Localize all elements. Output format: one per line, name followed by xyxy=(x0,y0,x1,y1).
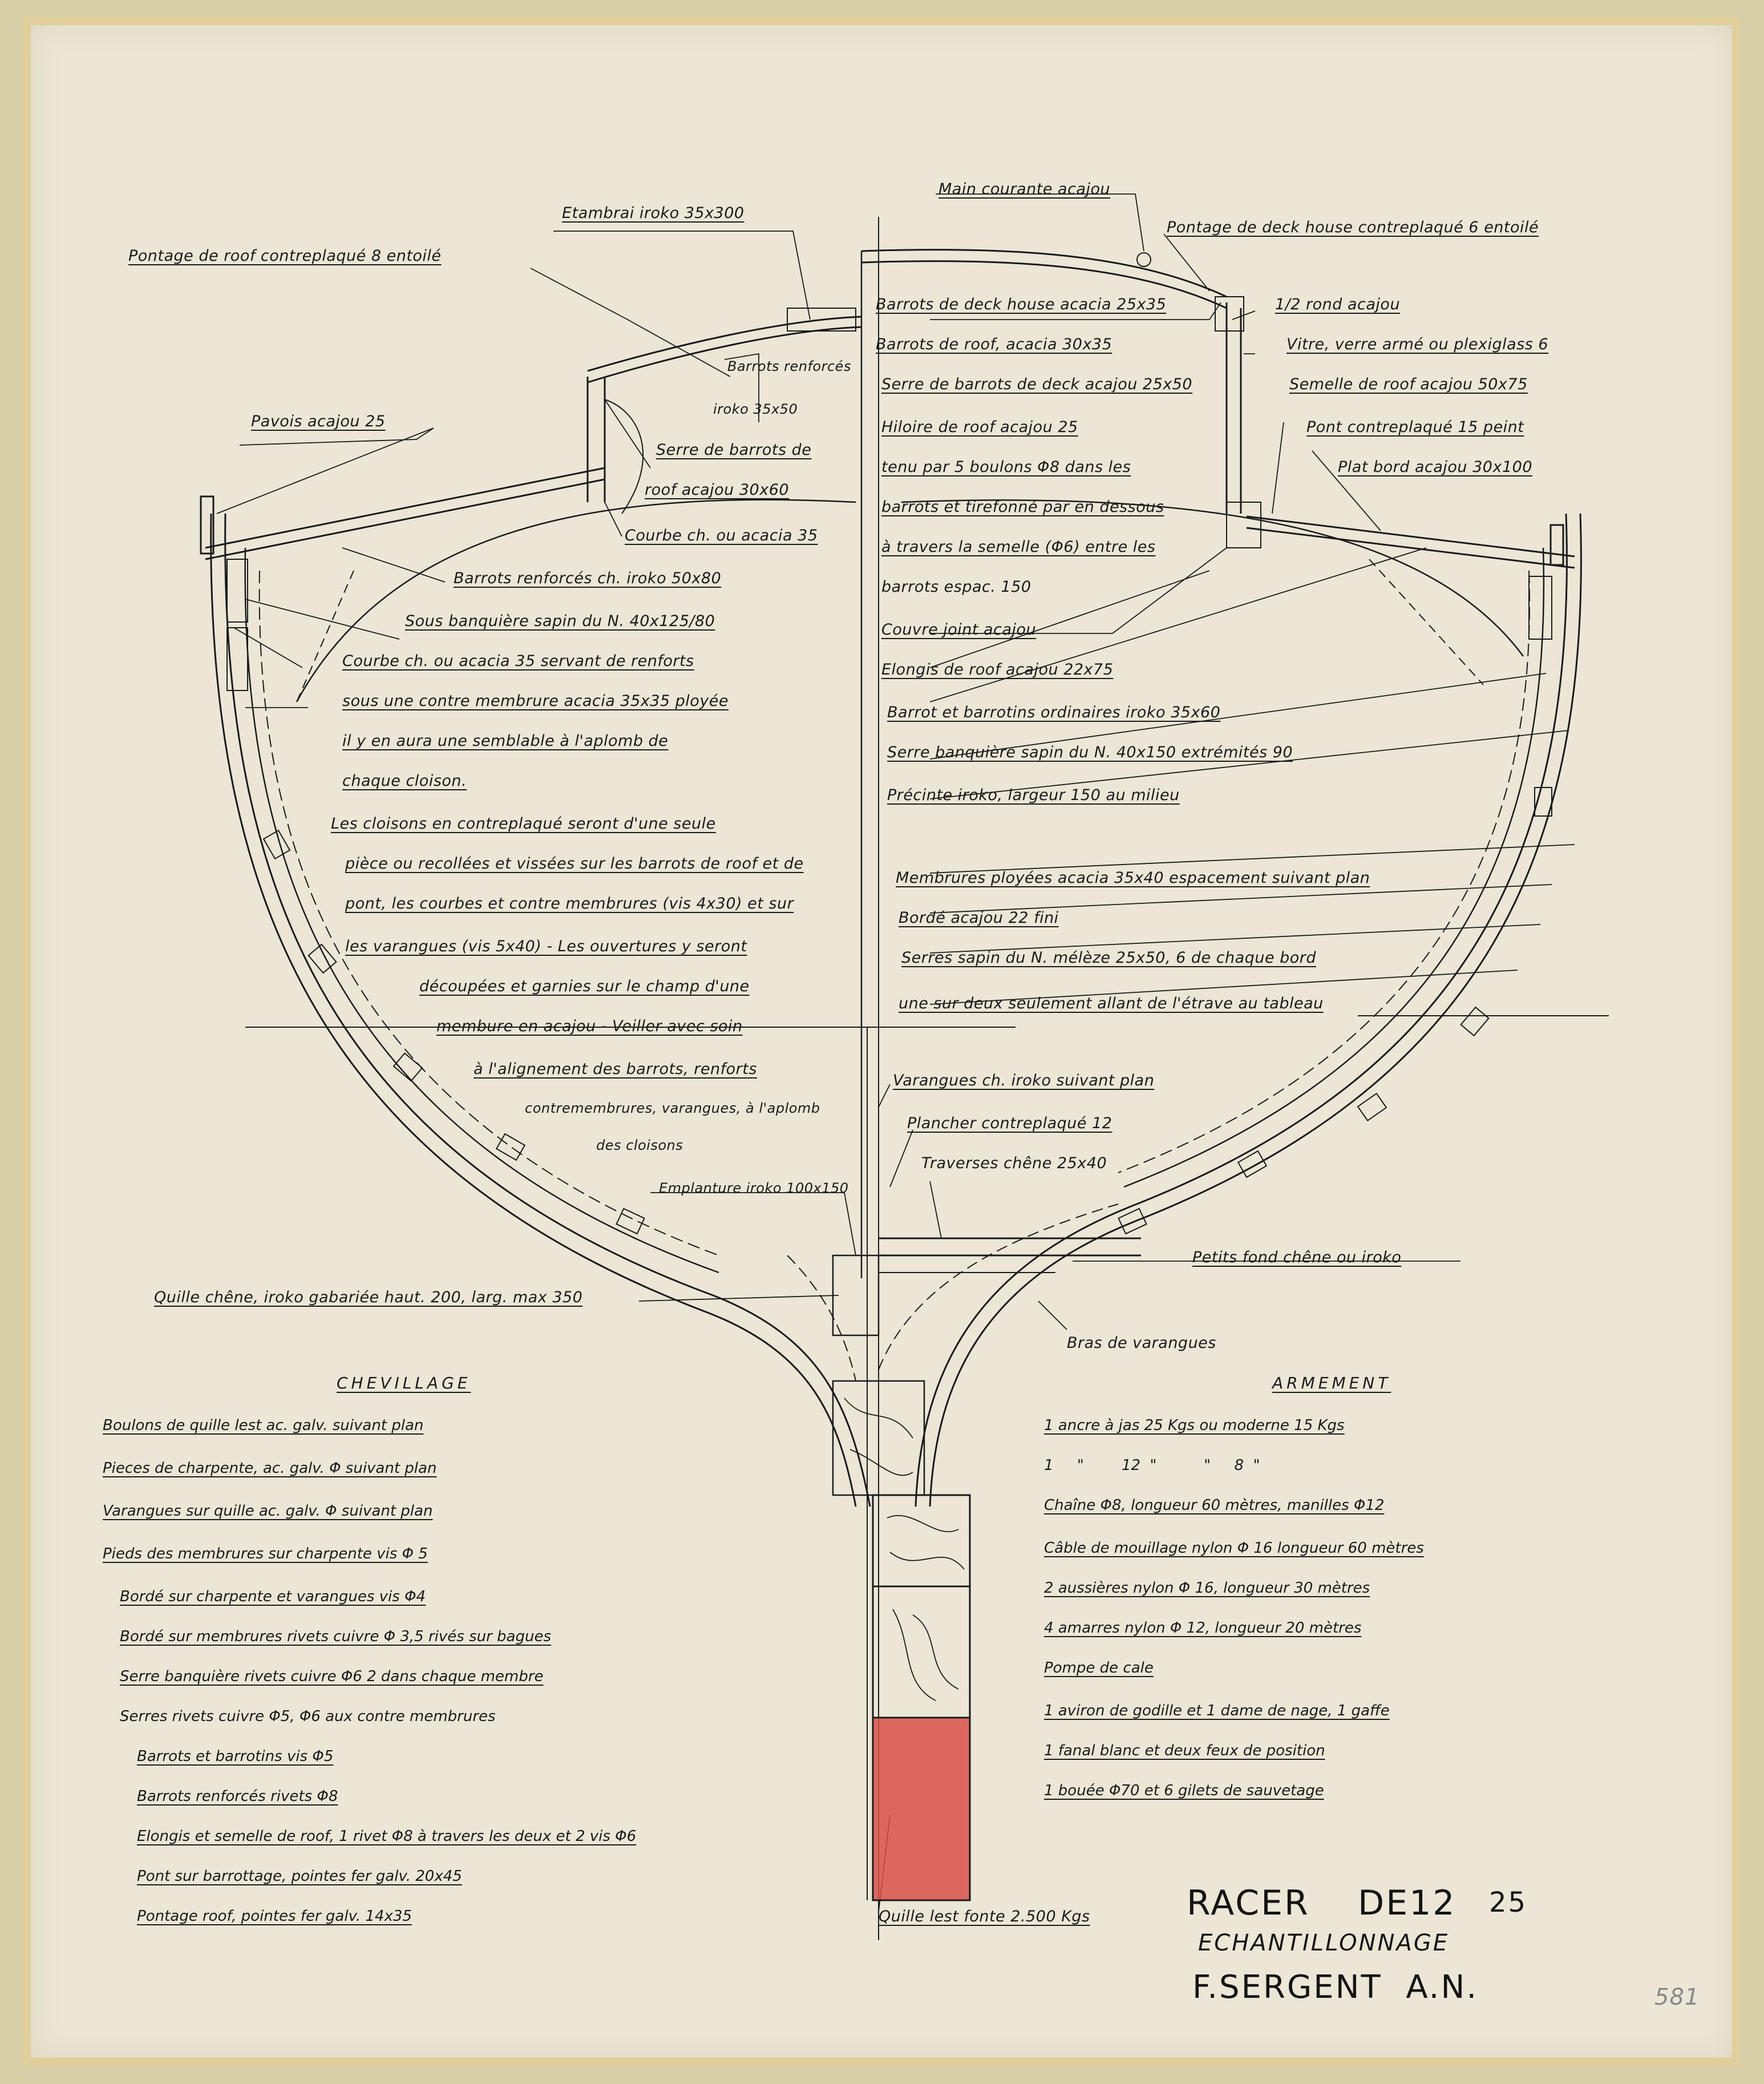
label-contre-membrure: sous une contre membrure acacia 35x35 ployée xyxy=(342,692,729,710)
label-couvre-joint: Couvre joint acajou xyxy=(881,621,1037,639)
chevillage-item: Bordé sur membrures rivets cuivre Φ 3,5 rivés sur bagues xyxy=(120,1628,552,1645)
quille xyxy=(873,1495,970,1586)
ballast-fill xyxy=(873,1718,969,1900)
label-borde: Bordé acajou 22 fini xyxy=(899,909,1059,927)
label-cloisons-9: des cloisons xyxy=(596,1137,683,1153)
label-barrots-renforces: Barrots renforcés xyxy=(727,358,851,374)
label-courbe-renforts: Courbe ch. ou acacia 35 servant de renforts xyxy=(342,652,694,670)
label-elongis: Elongis de roof acajou 22x75 xyxy=(881,661,1114,678)
label-plancher: Plancher contreplaqué 12 xyxy=(907,1114,1112,1132)
armement-heading: ARMEMENT xyxy=(1272,1374,1391,1392)
chevillage-item: Pieces de charpente, ac. galv. Φ suivant plan xyxy=(103,1460,437,1477)
label-serre-barrots-2: roof acajou 30x60 xyxy=(645,481,790,499)
label-pontage-deck-house: Pontage de deck house contreplaqué 6 entoilé xyxy=(1167,219,1539,236)
chevillage-item: Varangues sur quille ac. galv. Φ suivant plan xyxy=(103,1503,433,1520)
label-bras-varangues: Bras de varangues xyxy=(1067,1334,1216,1352)
chevillage-item: Pieds des membrures sur charpente vis Φ 5 xyxy=(103,1545,428,1562)
title-author: F.SERGENT A.N. xyxy=(1192,1969,1479,2006)
label-demi-rond: 1/2 rond acajou xyxy=(1275,296,1401,313)
label-cloisons-1: Les cloisons en contreplaqué seront d'une seule xyxy=(331,815,716,833)
armement-item: Câble de mouillage nylon Φ 16 longueur 60 mètres xyxy=(1044,1540,1424,1557)
chevillage-item: Boulons de quille lest ac. galv. suivant plan xyxy=(103,1417,424,1434)
label-serres: Serres sapin du N. mélèze 25x50, 6 de chaque bord xyxy=(901,949,1317,967)
armement-item: 2 aussières nylon Φ 16, longueur 30 mètres xyxy=(1044,1580,1370,1597)
label-barrots-renforces-ch: Barrots renforcés ch. iroko 50x80 xyxy=(454,570,722,587)
label-cloisons-5: découpées et garnies sur le champ d'une xyxy=(419,978,750,995)
label-traverses: Traverses chêne 25x40 xyxy=(921,1154,1107,1172)
label-varangues: Varangues ch. iroko suivant plan xyxy=(893,1072,1155,1089)
label-vitre: Vitre, verre armé ou plexiglass 6 xyxy=(1286,336,1549,353)
label-tenu-boulons: tenu par 5 boulons Φ8 dans les xyxy=(881,458,1131,476)
label-cloisons-7: à l'alignement des barrots, renforts xyxy=(474,1060,757,1078)
chevillage-heading: CHEVILLAGE xyxy=(337,1374,471,1392)
label-quille-lest: Quille lest fonte 2.500 Kgs xyxy=(879,1908,1090,1925)
label-tirefonne: barrots et tirefonné par en dessous xyxy=(881,498,1164,516)
label-pontage-roof: Pontage de roof contreplaqué 8 entoilé xyxy=(128,247,442,265)
label-cloisons-6: membure en acajou - Veiller avec soin xyxy=(436,1017,743,1035)
deckhouse-roof xyxy=(861,250,1227,297)
label-serre-barrots-1: Serre de barrots de xyxy=(656,441,812,459)
chevillage-item: Pont sur barrottage, pointes fer galv. 20x45 xyxy=(137,1868,462,1885)
label-cloisons-3: pont, les courbes et contre membrures (vis 4x30) et sur xyxy=(345,895,794,912)
title-subtitle: ECHANTILLONNAGE xyxy=(1198,1930,1450,1956)
sheet-number: 581 xyxy=(1654,1984,1700,2010)
label-barrots-roof: Barrots de roof, acacia 30x35 xyxy=(876,336,1112,353)
label-semelle-phi6: à travers la semelle (Φ6) entre les xyxy=(881,538,1156,556)
armement-item: Pompe de cale xyxy=(1044,1659,1154,1677)
label-iroko-35x50: iroko 35x50 xyxy=(713,401,798,417)
label-barrot-ordinaires: Barrot et barrotins ordinaires iroko 35x60 xyxy=(887,704,1221,721)
main-courante xyxy=(1137,253,1151,266)
label-une-sur-deux: une sur deux seulement allant de l'étrave au tableau xyxy=(899,995,1324,1012)
label-serre-deck: Serre de barrots de deck acajou 25x50 xyxy=(881,375,1193,393)
label-barrots-deck-house: Barrots de deck house acacia 25x35 xyxy=(876,296,1167,313)
pavois-right xyxy=(1551,525,1563,565)
label-serre-banquiere: Serre banquière sapin du N. 40x150 extrémités 90 xyxy=(887,744,1293,761)
emplanture xyxy=(833,1255,879,1335)
label-precinte: Précinte iroko, largeur 150 au milieu xyxy=(887,786,1180,804)
label-semblable: il y en aura une semblable à l'aplomb de xyxy=(342,732,669,750)
chevillage-item: Serre banquière rivets cuivre Φ6 2 dans chaque membre xyxy=(120,1668,544,1685)
label-plat-bord: Plat bord acajou 30x100 xyxy=(1338,458,1532,476)
label-semelle-roof: Semelle de roof acajou 50x75 xyxy=(1289,375,1528,393)
label-pont-contreplaque: Pont contreplaqué 15 peint xyxy=(1306,418,1524,436)
label-pavois: Pavois acajou 25 xyxy=(251,413,386,430)
label-sous-banquiere: Sous banquière sapin du N. 40x125/80 xyxy=(405,612,715,630)
armement-item: 1 " 12 " " 8 " xyxy=(1044,1457,1260,1474)
label-courbe-roof: Courbe ch. ou acacia 35 xyxy=(625,527,818,544)
label-cloisons-4: les varangues (vis 5x40) - Les ouvertures y seront xyxy=(345,938,747,955)
label-chaque-cloison: chaque cloison. xyxy=(342,772,467,790)
chevillage-item: Serres rivets cuivre Φ5, Φ6 aux contre membrures xyxy=(120,1708,496,1725)
chevillage-item: Barrots renforcés rivets Φ8 xyxy=(137,1788,338,1805)
armement-item: 1 aviron de godille et 1 dame de nage, 1 gaffe xyxy=(1044,1702,1390,1719)
label-petits-fond: Petits fond chêne ou iroko xyxy=(1192,1249,1402,1266)
armement-item: 4 amarres nylon Φ 12, longueur 20 mètres xyxy=(1044,1619,1362,1637)
deck-left xyxy=(205,468,605,548)
armement-item: Chaîne Φ8, longueur 60 mètres, manilles Φ12 xyxy=(1044,1497,1385,1514)
deck-right xyxy=(1247,516,1575,556)
chevillage-item: Barrots et barrotins vis Φ5 xyxy=(137,1748,334,1765)
label-main-courante: Main courante acajou xyxy=(938,180,1111,198)
label-cloisons-8: contremembrures, varangues, à l'aplomb xyxy=(525,1100,820,1116)
title-model: DE12 xyxy=(1358,1883,1456,1923)
chevillage-item: Pontage roof, pointes fer galv. 14x35 xyxy=(137,1908,412,1925)
armement-item: 1 ancre à jas 25 Kgs ou moderne 15 Kgs xyxy=(1044,1417,1345,1434)
label-barrots-espac: barrots espac. 150 xyxy=(881,578,1031,596)
title-racer: RACER xyxy=(1187,1883,1310,1923)
label-etambrai: Etambrai iroko 35x300 xyxy=(562,204,745,222)
label-quille: Quille chêne, iroko gabariée haut. 200, larg. max 350 xyxy=(154,1289,583,1306)
label-cloisons-2: pièce ou recollées et vissées sur les barrots de roof et de xyxy=(345,855,804,873)
frame-line-right xyxy=(1124,548,1544,1187)
title-suffix: 25 xyxy=(1489,1887,1528,1919)
label-emplanture: Emplanture iroko 100x150 xyxy=(659,1180,849,1196)
label-hiloire: Hiloire de roof acajou 25 xyxy=(881,418,1078,436)
chevillage-item: Elongis et semelle de roof, 1 rivet Φ8 à travers les deux et 2 vis Φ6 xyxy=(137,1828,637,1845)
armement-item: 1 fanal blanc et deux feux de position xyxy=(1044,1742,1325,1759)
label-membrures: Membrures ployées acacia 35x40 espacement suivant plan xyxy=(896,869,1370,887)
armement-item: 1 bouée Φ70 et 6 gilets de sauvetage xyxy=(1044,1782,1324,1799)
chevillage-item: Bordé sur charpente et varangues vis Φ4 xyxy=(120,1588,426,1605)
